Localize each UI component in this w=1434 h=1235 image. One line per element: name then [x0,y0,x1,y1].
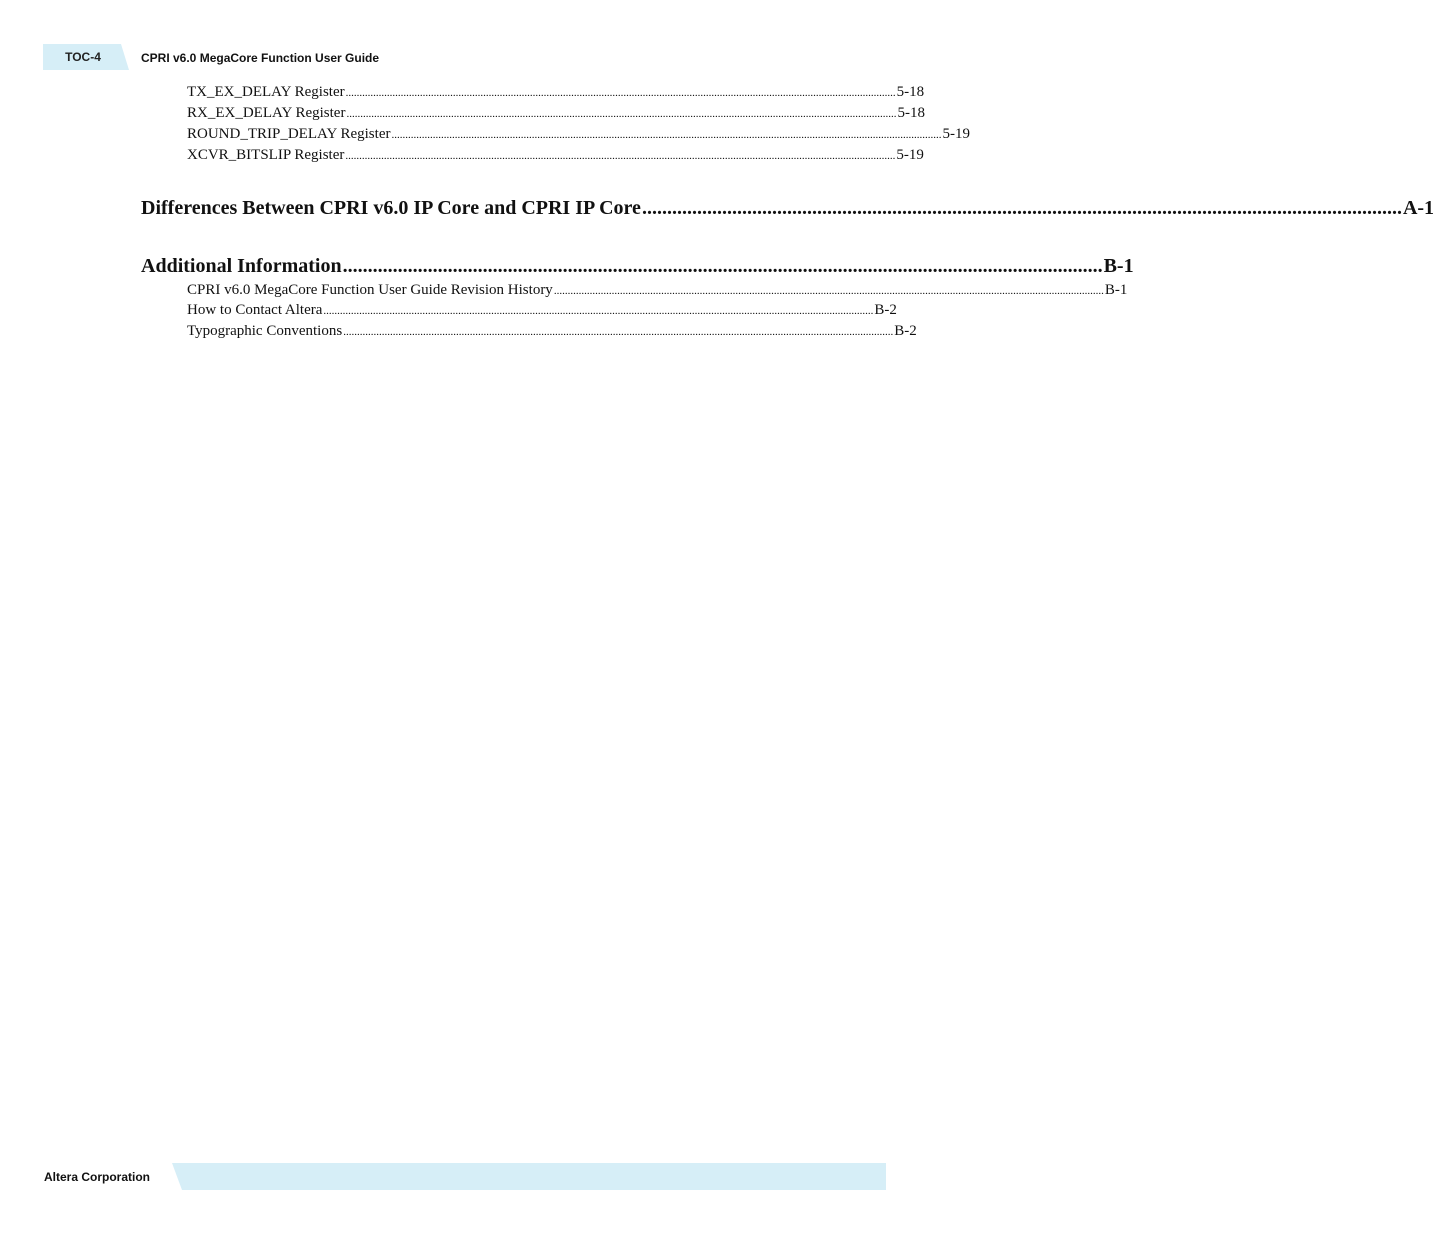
toc-leader-dots: ........................................................................................................................................................................................................ [346,108,897,120]
toc-leader-dots: ........................................................................................................................................................................................................ [343,326,894,338]
toc-leader-dots: ........................................................................................................................................................................................................ [553,285,1104,297]
toc-entry-page: 5-19 [942,126,970,142]
toc-entry-label: ROUND_TRIP_DELAY Register [187,126,391,142]
toc-entry-label: RX_EX_DELAY Register [187,105,346,121]
header-page-tab [43,44,129,70]
toc-entry-label: XCVR_BITSLIP Register [187,147,345,163]
toc-entry-page: B-1 [1104,282,1128,298]
footer-band-shape [172,1163,886,1190]
toc-leader-dots: ........................................................................................................................................................................................................ [323,305,874,317]
toc-entry-page: 5-19 [896,147,924,163]
toc-entry-round-trip-delay[interactable] [187,124,970,144]
toc-section-a[interactable] [141,194,1434,222]
document-title: CPRI v6.0 MegaCore Function User Guide [141,51,380,65]
toc-section-b[interactable] [141,252,1134,280]
toc-leader-dots: ........................................................................................................................................................ [342,255,1103,277]
toc-entry-label: CPRI v6.0 MegaCore Function User Guide Revision History [187,282,553,298]
toc-entry-page: B-2 [894,323,917,339]
toc-entry-typographic-conventions[interactable] [187,321,917,341]
toc-leader-dots: ........................................................................................................................................................ [641,197,1402,219]
toc-entry-label: TX_EX_DELAY Register [187,84,345,100]
toc-leader-dots: ........................................................................................................................................................................................................ [391,129,942,141]
toc-entry-label: How to Contact Altera [187,302,323,318]
toc-entry-revision-history[interactable] [187,280,1128,300]
toc-leader-dots: ........................................................................................................................................................................................................ [345,150,896,162]
toc-entry-page: 5-18 [897,105,925,121]
toc-section-label: Additional Information [141,255,342,277]
toc-section-page: B-1 [1103,255,1134,277]
toc-entry-tx-ex-delay[interactable] [187,82,925,102]
toc-entry-xcvr-bitslip[interactable] [187,145,924,165]
toc-section-label: Differences Between CPRI v6.0 IP Core and CPRI IP Core [141,197,641,219]
toc-entry-page: 5-18 [896,84,925,100]
toc-section-page: A-1 [1402,197,1434,219]
toc-entry-label: Typographic Conventions [187,323,343,339]
footer-company: Altera Corporation [44,1170,151,1184]
toc-entry-page: B-2 [874,302,897,318]
toc-entry-contact-altera[interactable] [187,300,897,320]
footer-band [172,1163,886,1190]
toc-leader-dots: ........................................................................................................................................................................................................ [345,87,896,99]
page-number-label: TOC-4 [65,50,101,64]
toc-entry-rx-ex-delay[interactable] [187,103,925,123]
